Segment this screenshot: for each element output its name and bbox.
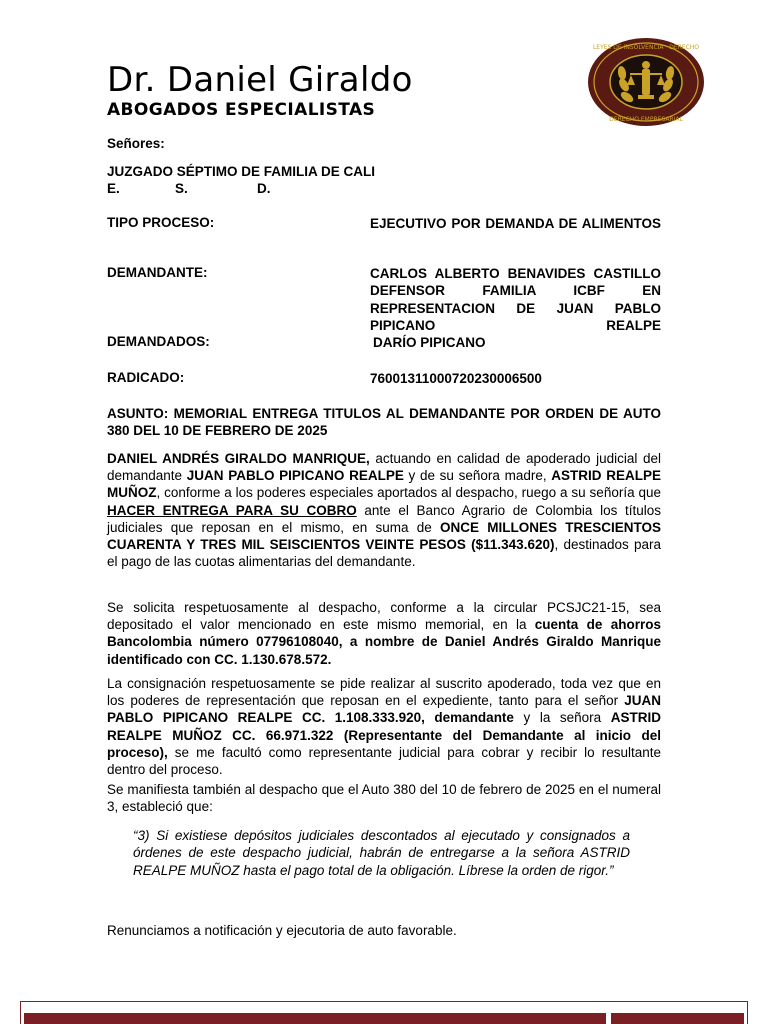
p1-text-2: y de su señora madre, [403, 468, 552, 484]
p1-bold-2: ASTRID REALPE MUÑOZ [107, 468, 661, 501]
p1-text-3: , conforme a los poderes especiales aportados al despacho, ruego a su señoría que [156, 485, 661, 501]
svg-text:LEYES DE INSOLVENCIA · DERECHO: LEYES DE INSOLVENCIA · DERECHO [592, 44, 700, 51]
footer-bar-right [611, 1013, 744, 1024]
paragraph-2 [107, 599, 661, 668]
esd-d: D. [257, 181, 271, 196]
paragraph-1 [107, 450, 661, 570]
footer-bar [24, 1013, 606, 1024]
p1-text-4: ante el Banco Agrario de Colombia los títulos judiciales que reposan en el mismo, en suma de [107, 502, 661, 535]
closing-line: Renunciamos a notificación y ejecutoria de auto favorable. [107, 923, 457, 938]
footer-divider [20, 1001, 748, 1002]
letterhead-title: Dr. Daniel Giraldo [107, 60, 413, 100]
paragraph-4: Se manifiesta también al despacho que el Auto 380 del 10 de febrero de 2025 en el numeral 3, estableció que: [107, 782, 661, 815]
radicado-value: 76001311000720230006500 [370, 371, 542, 386]
salutation: Señores: [107, 136, 165, 151]
p2-bank-account: cuenta de ahorros Bancolombia número 07796108040, a nombre de Daniel Andrés Giraldo Manrique identificado con CC. 1.130.678.572. [107, 617, 661, 667]
p3-text-2: y la señora [513, 710, 611, 726]
court-name: JUZGADO SÉPTIMO DE FAMILIA DE CALI [107, 164, 376, 179]
p2-text-1: Se solicita respetuosamente al despacho, conforme a la circular PCSJC21-15, sea depositado el valor mencionado en este mismo memorial, en la [107, 600, 661, 633]
asunto: ASUNTO: MEMORIAL ENTREGA TITULOS AL DEMANDANTE POR ORDEN DE AUTO 380 DEL 10 DE FEBRERO DE 2025 [107, 406, 661, 439]
svg-text:DERECHO EMPRESARIAL: DERECHO EMPRESARIAL [609, 116, 683, 123]
demandante-value: CARLOS ALBERTO BENAVIDES CASTILLO DEFENSOR FAMILIA ICBF EN REPRESENTACION DE JUAN PABLO PIPICANO REALPE [370, 266, 661, 333]
p3-text-3: se me facultó como representante judicial para cobrar y recibir lo resultante dentro del proceso. [107, 744, 661, 778]
radicado-label: RADICADO: [107, 370, 185, 385]
demandante-label: DEMANDANTE: [107, 265, 208, 280]
esd-s: S. [175, 181, 188, 196]
p3-text-1: La consignación respetuosamente se pide realizar al suscrito apoderado, toda vez que en los poderes de representación que reposan en el expediente, tanto para el señor [107, 676, 661, 709]
p1-underlined: HACER ENTREGA PARA SU COBRO [107, 502, 357, 518]
demandados-label: DEMANDADOS: [107, 334, 210, 349]
p3-bold-2: ASTRID REALPE MUÑOZ CC. 66.971.322 (Representante del Demandante al inicio del proceso), [107, 710, 661, 760]
tipo-proceso-label: TIPO PROCESO: [107, 215, 215, 230]
footer-border-right [747, 1001, 748, 1024]
tipo-proceso-value: EJECUTIVO POR DEMANDA DE ALIMENTOS [370, 216, 661, 231]
auto-quote: “3) Si existiese depósitos judiciales descontados al ejecutado y consignados a órdenes de este despacho judicial, habrán de entregarse a la señora ASTRID REALPE MUÑOZ hasta el pago total de la obligación. Líbrese la orden de rigor.” [133, 828, 630, 878]
footer-border-left [20, 1001, 21, 1024]
letterhead-subtitle: ABOGADOS ESPECIALISTAS [107, 100, 376, 120]
p1-amount: ONCE MILLONES TRESCIENTOS CUARENTA Y TRES MIL SEISCIENTOS VEINTE PESOS ($11.343.620) [107, 519, 661, 553]
esd-line [107, 181, 271, 196]
p3-bold-1: JUAN PABLO PIPICANO REALPE CC. 1.108.333.920, demandante [107, 693, 661, 726]
p1-text-1: actuando en calidad de apoderado judicial del demandante [107, 451, 661, 484]
demandados-value: DARÍO PIPICANO [373, 335, 486, 350]
law-firm-seal [582, 37, 706, 127]
paragraph-3 [107, 675, 661, 778]
p1-bold-1: JUAN PABLO PIPICANO REALPE [186, 468, 404, 484]
esd-e: E. [107, 181, 120, 196]
p1-text-5: , destinados para el pago de las cuotas alimentarias del demandante. [107, 537, 661, 570]
attorney-name: DANIEL ANDRÉS GIRALDO MANRIQUE, [107, 451, 370, 466]
